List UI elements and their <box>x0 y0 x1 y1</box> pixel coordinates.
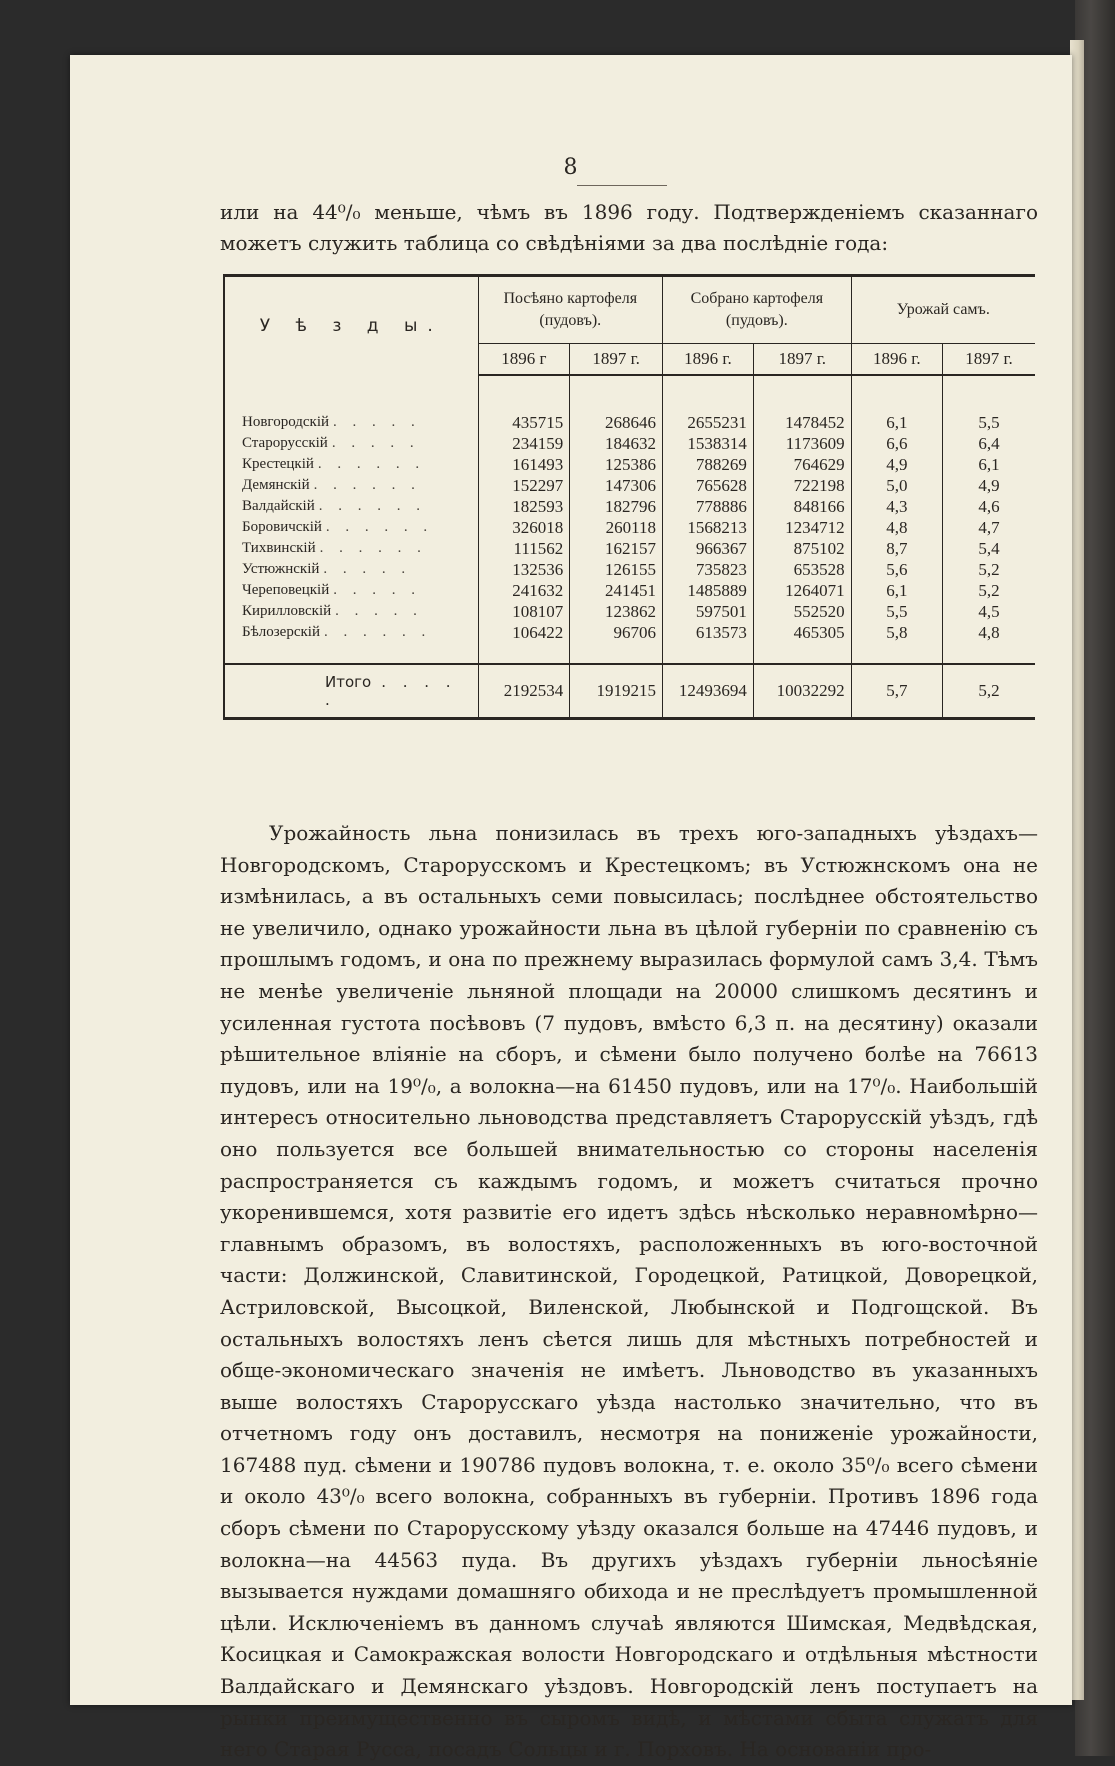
uezd-name: Череповецкій <box>242 582 330 598</box>
uezd-name: Новгородскій <box>242 414 330 430</box>
value-s96: 241632 <box>478 580 570 601</box>
value-h97: 1478452 <box>753 412 851 433</box>
value-y97: 6,4 <box>978 434 1000 453</box>
value-h96: 788269 <box>663 454 754 475</box>
value-y96: 6,1 <box>851 580 942 601</box>
col-header-sown-line2: (пудовъ). <box>539 312 602 329</box>
table-body <box>224 375 1035 719</box>
table-row <box>224 601 1035 622</box>
value-s97: 123862 <box>570 601 663 622</box>
uezd-name-cell <box>224 559 478 580</box>
value-h97: 552520 <box>753 601 851 622</box>
uezd-name-cell <box>224 433 478 454</box>
value-y96: 4,3 <box>851 496 942 517</box>
uezd-name-cell <box>224 496 478 517</box>
value-h97: 875102 <box>753 538 851 559</box>
intro-text: или на 44⁰/₀ меньше, чѣмъ въ 1896 году. Подтвержденіемъ сказаннаго можетъ служить таблица со свѣдѣніями за два послѣдніе года: <box>220 200 1038 255</box>
value-s97: 125386 <box>570 454 663 475</box>
value-s96: 152297 <box>478 475 570 496</box>
uezd-name: Демянскій <box>242 477 310 493</box>
total-y96: 5,7 <box>851 664 942 719</box>
total-s97: 1919215 <box>570 664 663 719</box>
value-y96: 5,8 <box>851 622 942 643</box>
table-row <box>224 475 1035 496</box>
leader-dots: . . . . . . <box>323 624 432 640</box>
value-y97: 5,5 <box>978 413 1000 432</box>
table-row <box>224 412 1035 433</box>
value-s97: 241451 <box>570 580 663 601</box>
body-text: Урожайность льна понизилась въ трехъ юго-западныхъ уѣздахъ—Новгородскомъ, Старорусскомъ и Крестецкомъ; въ Устюжнскомъ она не измѣнилась, а въ остальныхъ семи повысилась; послѣднее обстоятельство не увеличило, однако урожайности льна въ цѣлой губерніи по сравненію съ прошлымъ годомъ, и она по прежнему выразилась формулой самъ 3,4. Тѣмъ не менѣе увеличеніе льняной площади на 20000 слишкомъ десятинъ и усиленная густота посѣвовъ (7 пудовъ, вмѣсто 6,3 п. на десятину) оказали рѣшительное вліяніе на сборъ, и сѣмени было получено болѣе на 76613 пудовъ, или на 19⁰/₀, а волокна—на 61450 пудовъ, или на 17⁰/₀. Наибольшій интересъ относительно льноводства представляетъ Старорусскій уѣздъ, гдѣ оно пользуется все большей внимательностью со стороны населенія распространяется съ каждымъ годомъ, и можетъ считаться прочно укоренившемся, хотя развитіе его идетъ здѣсь нѣсколько неравномѣрно—главнымъ образомъ, въ волостяхъ, расположенныхъ въ юго-восточной части: Должинской, Славитинской, Городецкой, Ратицкой, Доворецкой, Астриловской, Высоцкой, Виленской, Любынской и Подгощской. Въ остальныхъ волостяхъ ленъ сѣется лишь для мѣстныхъ потребностей и обще-экономическаго значенія не имѣетъ. Льноводство въ указанныхъ выше волостяхъ Старорусскаго уѣзда настолько значительно, что въ отчетномъ году онъ доставилъ, несмотря на пониженіе урожайности, 167488 пуд. сѣмени и 190786 пудовъ волокна, т. е. около 35⁰/₀ всего сѣмени и около 43⁰/₀ всего волокна, собранныхъ въ губерніи. Противъ 1896 года сборъ сѣмени по Старорусскому уѣзду оказался больше на 47446 пудовъ, и волокна—на 44563 пуда. Въ другихъ уѣздахъ губерніи льносѣяніе вызывается нуждами домашняго обихода и не преслѣдуетъ промышленной цѣли. Исключеніемъ въ данномъ случаѣ являются Шимская, Медвѣдская, Косицкая и Самокражская волости Новгородскаго и отдѣльныя мѣстности Валдайскаго и Демянскаго уѣздовъ. Новгородскій ленъ поступаетъ на рынки преимущественно въ сыромъ видѣ, и мѣстами сбыта служатъ для него Старая Русса, посадъ Сольцы и г. Порховъ. На основаніи про- <box>220 821 1038 1762</box>
value-s97: 182796 <box>570 496 663 517</box>
total-label: Итого <box>325 673 372 691</box>
table-spacer <box>224 375 1035 412</box>
page-number: 8 <box>563 155 579 180</box>
value-h97: 1264071 <box>753 580 851 601</box>
value-y97: 5,2 <box>978 560 1000 579</box>
total-h96: 12493694 <box>663 664 754 719</box>
table-spacer <box>224 643 1035 664</box>
document-page <box>70 55 1072 1762</box>
year-header: 1896 г <box>478 344 570 376</box>
leader-dots: . . . . . . <box>319 540 427 556</box>
value-s96: 132536 <box>478 559 570 580</box>
total-row <box>224 664 1035 719</box>
value-y97: 4,9 <box>978 476 1000 495</box>
year-header: 1896 г. <box>851 344 942 376</box>
value-h97: 653528 <box>753 559 851 580</box>
leader-dots: . . . . . <box>323 561 412 577</box>
value-h97: 848166 <box>753 496 851 517</box>
value-s96: 182593 <box>478 496 570 517</box>
value-y97: 4,5 <box>978 602 1000 621</box>
value-s96: 111562 <box>478 538 570 559</box>
value-y97: 6,1 <box>978 455 1000 474</box>
uezd-name: Валдайскій <box>242 498 315 514</box>
leader-dots: . . . . . <box>335 603 423 619</box>
col-header-uezdy: У ѣ з д ы. <box>224 276 478 376</box>
value-s97: 96706 <box>570 622 663 643</box>
col-header-harvest-line1: Собрано картофеля <box>690 290 824 307</box>
value-h97: 764629 <box>753 454 851 475</box>
page-number-rule <box>577 185 667 186</box>
col-header-yield: Урожай самъ. <box>851 276 1035 344</box>
total-h97: 10032292 <box>753 664 851 719</box>
uezd-name-cell <box>224 538 478 559</box>
value-s97: 268646 <box>570 412 663 433</box>
value-y96: 4,8 <box>851 517 942 538</box>
uezd-name-cell <box>224 580 478 601</box>
uezd-name: Старорусскій <box>242 435 328 451</box>
value-h96: 1538314 <box>663 433 754 454</box>
value-y96: 5,5 <box>851 601 942 622</box>
value-s97: 260118 <box>570 517 663 538</box>
uezd-name-cell <box>224 517 478 538</box>
value-h97: 465305 <box>753 622 851 643</box>
uezd-name: Кирилловскій <box>242 603 332 619</box>
table-row <box>224 517 1035 538</box>
leader-dots: . . . . . <box>325 673 457 709</box>
value-y97: 4,8 <box>978 623 1000 642</box>
value-y96: 8,7 <box>851 538 942 559</box>
value-s97: 184632 <box>570 433 663 454</box>
potato-table <box>223 274 1035 720</box>
year-header: 1897 г. <box>943 344 1035 376</box>
uezd-name-cell <box>224 454 478 475</box>
col-header-sown <box>478 276 662 344</box>
value-s97: 147306 <box>570 475 663 496</box>
value-s96: 435715 <box>478 412 570 433</box>
uezd-name-cell <box>224 412 478 433</box>
value-y96: 4,9 <box>851 454 942 475</box>
leader-dots: . . . . . <box>331 435 420 451</box>
value-y96: 5,6 <box>851 559 942 580</box>
value-s96: 326018 <box>478 517 570 538</box>
value-s97: 162157 <box>570 538 663 559</box>
table-row <box>224 559 1035 580</box>
table-row <box>224 538 1035 559</box>
leader-dots: . . . . . <box>333 414 421 430</box>
uezd-name: Крестецкій <box>242 456 314 472</box>
table-row <box>224 496 1035 517</box>
year-header: 1897 г. <box>570 344 663 376</box>
table-row <box>224 454 1035 475</box>
value-h97: 1173609 <box>753 433 851 454</box>
col-header-sown-line1: Посѣяно картофеля <box>503 290 638 307</box>
value-h96: 1568213 <box>663 517 754 538</box>
col-header-harvest-line2: (пудовъ). <box>725 312 788 329</box>
body-paragraph <box>220 818 1038 1766</box>
value-y97: 5,2 <box>978 581 1000 600</box>
value-s96: 108107 <box>478 601 570 622</box>
uezd-name-cell <box>224 601 478 622</box>
total-s96: 2192534 <box>478 664 570 719</box>
uezd-name: Устюжнскій <box>242 561 320 577</box>
value-y96: 6,6 <box>851 433 942 454</box>
value-h96: 613573 <box>663 622 754 643</box>
value-h96: 765628 <box>663 475 754 496</box>
value-h96: 1485889 <box>663 580 754 601</box>
value-s97: 126155 <box>570 559 663 580</box>
total-label-cell <box>224 664 478 719</box>
value-h96: 2655231 <box>663 412 754 433</box>
value-h96: 966367 <box>663 538 754 559</box>
table-row <box>224 580 1035 601</box>
value-h97: 722198 <box>753 475 851 496</box>
uezd-name-cell <box>224 475 478 496</box>
page-edge <box>1070 40 1084 1700</box>
value-y97: 5,4 <box>978 539 1000 558</box>
value-s96: 234159 <box>478 433 570 454</box>
value-h97: 1234712 <box>753 517 851 538</box>
leader-dots: . . . . . . <box>325 519 434 535</box>
leader-dots: . . . . . . <box>317 456 426 472</box>
value-s96: 106422 <box>478 622 570 643</box>
table-row <box>224 622 1035 643</box>
col-header-harvest <box>663 276 852 344</box>
value-y97: 4,7 <box>978 518 1000 537</box>
leader-dots: . . . . . . <box>318 498 426 514</box>
value-h96: 778886 <box>663 496 754 517</box>
intro-paragraph <box>220 197 1038 259</box>
uezd-name: Бѣлозерскій <box>242 624 320 640</box>
value-y96: 6,1 <box>851 412 942 433</box>
uezd-name: Боровичскій <box>242 519 322 535</box>
value-y96: 5,0 <box>851 475 942 496</box>
value-h96: 735823 <box>663 559 754 580</box>
leader-dots: . . . . . <box>333 582 422 598</box>
uezd-name-cell <box>224 622 478 643</box>
value-y97: 4,6 <box>978 497 1000 516</box>
table-row <box>224 433 1035 454</box>
uezd-name: Тихвинскій <box>242 540 316 556</box>
value-s96: 161493 <box>478 454 570 475</box>
year-header: 1896 г. <box>663 344 754 376</box>
year-header: 1897 г. <box>753 344 851 376</box>
total-y97: 5,2 <box>943 664 1035 719</box>
value-h96: 597501 <box>663 601 754 622</box>
leader-dots: . . . . . . <box>313 477 421 493</box>
